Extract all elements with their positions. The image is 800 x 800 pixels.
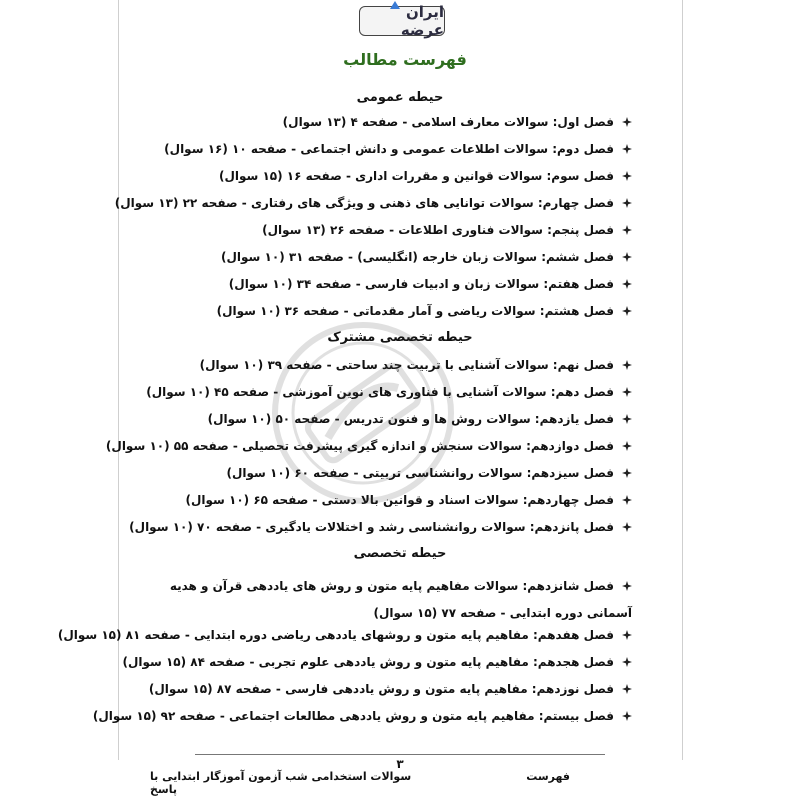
diamond-bullet-icon bbox=[622, 522, 632, 532]
toc-item[interactable] bbox=[150, 573, 632, 627]
toc-item[interactable] bbox=[105, 438, 632, 454]
diamond-bullet-icon bbox=[622, 414, 632, 424]
brand-logo bbox=[359, 3, 445, 39]
logo-text: ایران عرضه bbox=[400, 3, 444, 39]
toc-item-text: فصل دوازدهم: سوالات سنجش و اندازه گیری پیشرفت تحصیلی - صفحه ۵۵ (۱۰ سوال) bbox=[105, 439, 614, 453]
toc-item[interactable] bbox=[150, 303, 632, 319]
toc-item-text: فصل نهم: سوالات آشنایی با تربیت چند ساحتی - صفحه ۳۹ (۱۰ سوال) bbox=[199, 358, 614, 372]
toc-item-text: فصل سیزدهم: سوالات روانشناسی تربیتی - صفحه ۶۰ (۱۰ سوال) bbox=[226, 466, 614, 480]
toc-item[interactable] bbox=[150, 114, 632, 130]
toc-item-text: فصل هفدهم: مفاهیم پایه متون و روشهای یاددهی ریاضی دوره ابتدایی - صفحه ۸۱ (۱۵ سوال) bbox=[57, 628, 614, 642]
diamond-bullet-icon bbox=[622, 198, 632, 208]
section-heading: حیطه عمومی bbox=[356, 90, 444, 105]
toc-item[interactable] bbox=[146, 384, 632, 400]
page-title: فهرست مطالب bbox=[343, 50, 467, 69]
diamond-bullet-icon bbox=[622, 684, 632, 694]
diamond-bullet-icon bbox=[622, 225, 632, 235]
diamond-bullet-icon bbox=[622, 171, 632, 181]
toc-item[interactable] bbox=[92, 708, 632, 724]
toc-item[interactable] bbox=[150, 411, 632, 427]
diamond-bullet-icon bbox=[622, 144, 632, 154]
section-heading: حیطه تخصصی مشترک bbox=[327, 330, 473, 345]
diamond-bullet-icon bbox=[622, 279, 632, 289]
diamond-bullet-icon bbox=[622, 387, 632, 397]
footer-divider bbox=[195, 754, 605, 755]
toc-item-text: فصل دوم: سوالات اطلاعات عمومی و دانش اجتماعی - صفحه ۱۰ (۱۶ سوال) bbox=[164, 142, 614, 156]
toc-item-text: فصل دهم: سوالات آشنایی با فناوری های نوین آموزشی - صفحه ۴۵ (۱۰ سوال) bbox=[146, 385, 614, 399]
toc-item-text: فصل نوزدهم: مفاهیم پایه متون و روش یاددهی فارسی - صفحه ۸۷ (۱۵ سوال) bbox=[148, 682, 614, 696]
page-number: ۳ bbox=[396, 757, 404, 771]
toc-item-text: فصل شانزدهم: سوالات مفاهیم پایه متون و روش های یاددهی قرآن و هدیه آسمانی دوره ابتدایی - صفحه ۷۷ (۱۵ سوال) bbox=[169, 579, 632, 620]
diamond-bullet-icon bbox=[622, 360, 632, 370]
diamond-bullet-icon bbox=[622, 630, 632, 640]
toc-item-text: فصل سوم: سوالات قوانین و مقررات اداری - صفحه ۱۶ (۱۵ سوال) bbox=[218, 169, 614, 183]
toc-item-text: فصل هجدهم: مفاهیم پایه متون و روش یاددهی علوم تجربی - صفحه ۸۴ (۱۵ سوال) bbox=[122, 655, 614, 669]
toc-item[interactable] bbox=[150, 249, 632, 265]
toc-item-text: فصل پانزدهم: سوالات روانشناسی رشد و اختلالات یادگیری - صفحه ۷۰ (۱۰ سوال) bbox=[129, 520, 614, 534]
diamond-bullet-icon bbox=[622, 252, 632, 262]
logo-mark-icon bbox=[390, 1, 400, 9]
footer-section-label: فهرست bbox=[526, 770, 570, 783]
toc-item[interactable] bbox=[150, 492, 632, 508]
toc-item[interactable] bbox=[150, 222, 632, 238]
toc-item[interactable] bbox=[57, 627, 632, 643]
toc-item-text: فصل چهارم: سوالات توانایی های ذهنی و ویژگی های رفتاری - صفحه ۲۲ (۱۳ سوال) bbox=[114, 196, 614, 210]
toc-item[interactable] bbox=[150, 141, 632, 157]
toc-item-text: فصل پنجم: سوالات فناوری اطلاعات - صفحه ۲۶ (۱۳ سوال) bbox=[262, 223, 614, 237]
diamond-bullet-icon bbox=[622, 441, 632, 451]
toc-item-text: فصل اول: سوالات معارف اسلامی - صفحه ۴ (۱۳ سوال) bbox=[282, 115, 614, 129]
diamond-bullet-icon bbox=[622, 468, 632, 478]
diamond-bullet-icon bbox=[622, 657, 632, 667]
diamond-bullet-icon bbox=[622, 581, 632, 591]
toc-item-text: فصل هشتم: سوالات ریاضی و آمار مقدماتی - صفحه ۳۶ (۱۰ سوال) bbox=[216, 304, 614, 318]
section-heading: حیطه تخصصی bbox=[353, 546, 447, 561]
toc-item[interactable] bbox=[122, 654, 632, 670]
toc-item-text: فصل چهاردهم: سوالات اسناد و قوانین بالا دستی - صفحه ۶۵ (۱۰ سوال) bbox=[185, 493, 614, 507]
toc-item[interactable] bbox=[129, 519, 632, 535]
diamond-bullet-icon bbox=[622, 306, 632, 316]
toc-item-text: فصل هفتم: سوالات زبان و ادبیات فارسی - صفحه ۳۴ (۱۰ سوال) bbox=[228, 277, 614, 291]
diamond-bullet-icon bbox=[622, 495, 632, 505]
toc-item-text: فصل بیستم: مفاهیم پایه متون و روش یاددهی مطالعات اجتماعی - صفحه ۹۲ (۱۵ سوال) bbox=[92, 709, 614, 723]
toc-item[interactable] bbox=[150, 465, 632, 481]
toc-item-text: فصل ششم: سوالات زبان خارجه (انگلیسی) - صفحه ۳۱ (۱۰ سوال) bbox=[221, 250, 614, 264]
toc-item[interactable] bbox=[114, 195, 632, 211]
toc-item-text: فصل یازدهم: سوالات روش ها و فنون تدریس - صفحه ۵۰ (۱۰ سوال) bbox=[207, 412, 614, 426]
footer-book-title: سوالات استخدامی شب آزمون آموزگار ابتدایی با پاسخ bbox=[150, 770, 412, 796]
toc-item[interactable] bbox=[150, 276, 632, 292]
right-margin-rule bbox=[682, 0, 683, 760]
diamond-bullet-icon bbox=[622, 117, 632, 127]
toc-item[interactable] bbox=[150, 168, 632, 184]
toc-item[interactable] bbox=[150, 681, 632, 697]
left-margin-rule bbox=[118, 0, 119, 760]
diamond-bullet-icon bbox=[622, 711, 632, 721]
toc-item[interactable] bbox=[150, 357, 632, 373]
